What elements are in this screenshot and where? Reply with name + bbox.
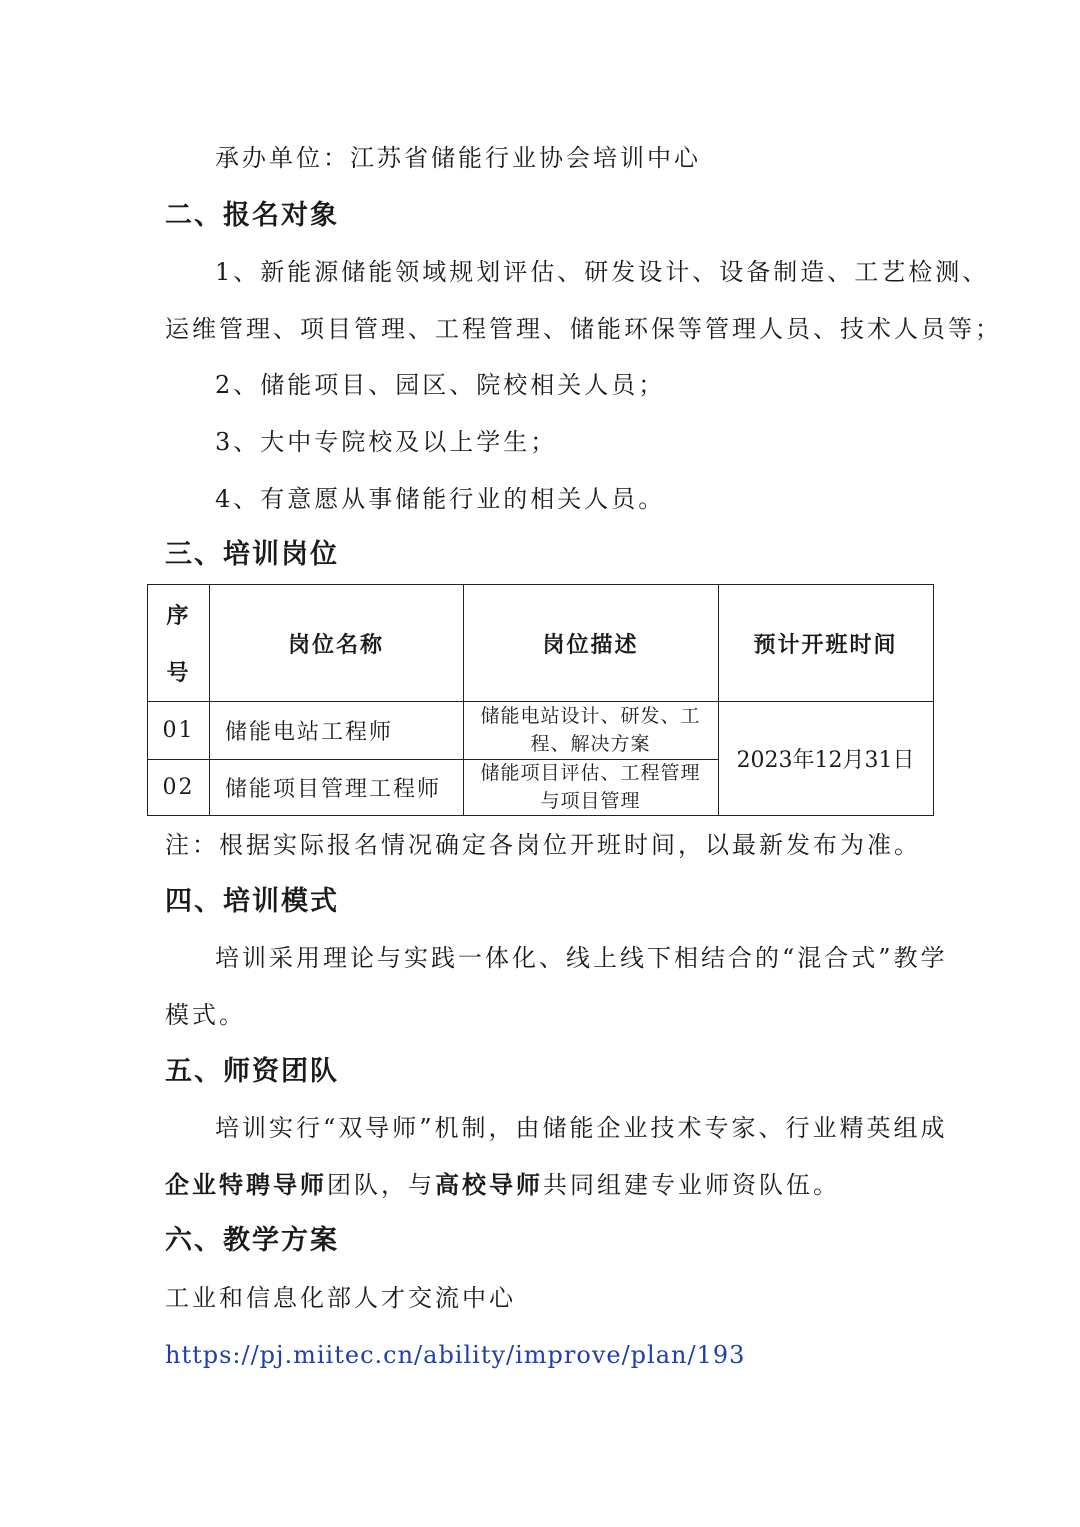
- table-cell-desc-line: 储能电站设计、研发、工: [480, 705, 701, 727]
- table-cell-desc-line: 与项目管理: [540, 790, 641, 812]
- table-note: 注：根据实际报名情况确定各岗位开班时间，以最新发布为准。: [165, 831, 921, 859]
- table-header-name: 岗位名称: [287, 632, 384, 658]
- section-heading-registration: 二、报名对象: [165, 200, 339, 231]
- positions-table: [147, 584, 934, 816]
- emphasis-text: 企业特聘导师: [165, 1171, 327, 1199]
- table-header-desc: 岗位描述: [542, 632, 639, 658]
- table-header-time: 预计开班时间: [753, 632, 898, 658]
- table-cell-name: 储能电站工程师: [225, 719, 394, 745]
- organizer-line: 承办单位：江苏省储能行业协会培训中心: [215, 144, 701, 172]
- paragraph-line: 培训采用理论与实践一体化、线上线下相结合的“混合式”教学: [215, 944, 948, 972]
- table-header-seq-top: 序: [166, 604, 191, 629]
- section-heading-mode: 四、培训模式: [165, 886, 339, 917]
- table-cell-desc-line: 程、解决方案: [530, 733, 651, 755]
- table-cell-seq: 01: [162, 717, 195, 743]
- section-heading-faculty: 五、师资团队: [165, 1056, 339, 1087]
- emphasis-text: 高校导师: [435, 1171, 543, 1199]
- paragraph-line: 模式。: [165, 1001, 246, 1029]
- list-item: 2、储能项目、园区、院校相关人员；: [215, 371, 666, 399]
- table-header-seq: [148, 585, 209, 701]
- list-item-continuation: 运维管理、项目管理、工程管理、储能环保等管理人员、技术人员等；: [165, 315, 1002, 343]
- table-cell-desc: [463, 701, 718, 759]
- paragraph-line: [165, 1169, 840, 1201]
- table-cell-name: 储能项目管理工程师: [225, 776, 442, 802]
- list-item: 3、大中专院校及以上学生；: [215, 428, 558, 456]
- organization-name: 工业和信息化部人才交流中心: [165, 1284, 516, 1312]
- paragraph-text: 共同组建专业师资队伍。: [543, 1171, 840, 1199]
- list-item: 1、新能源储能领域规划评估、研发设计、设备制造、工艺检测、: [215, 258, 990, 286]
- paragraph-line: 培训实行“双导师”机制，由储能企业技术专家、行业精英组成: [215, 1114, 948, 1142]
- table-cell-desc: [463, 759, 718, 815]
- list-item: 4、有意愿从事储能行业的相关人员。: [215, 485, 666, 513]
- table-cell-seq: 02: [162, 774, 195, 800]
- table-header-seq-bottom: 号: [166, 661, 191, 686]
- table-cell-start-date: 2023年12月31日: [736, 747, 915, 773]
- section-heading-plan: 六、教学方案: [165, 1225, 339, 1256]
- paragraph-text: 团队，与: [327, 1171, 435, 1199]
- plan-link[interactable]: https://pj.miitec.cn/ability/improve/plan/193: [165, 1341, 746, 1369]
- section-heading-positions: 三、培训岗位: [165, 539, 339, 570]
- table-cell-desc-line: 储能项目评估、工程管理: [480, 762, 701, 784]
